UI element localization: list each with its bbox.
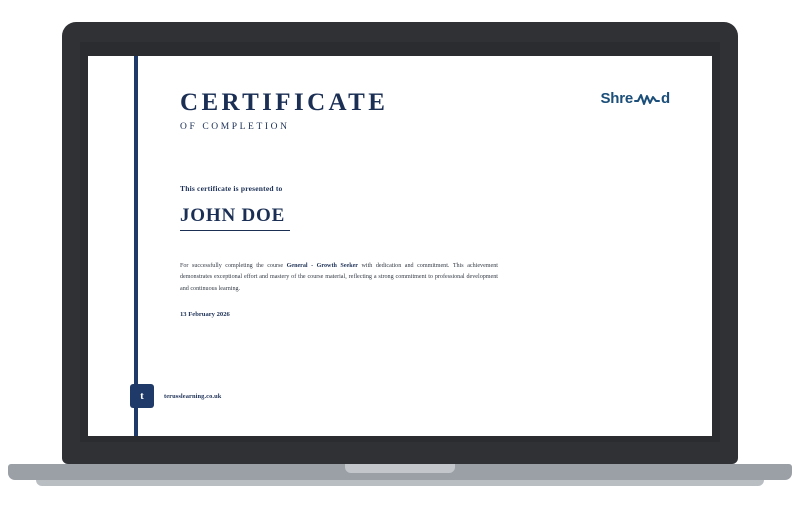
certificate-content [138,56,712,436]
screen-viewport [88,56,712,436]
organization-url: terusslearning.co.uk [164,392,222,400]
certificate-footer [130,384,221,408]
course-name: General - Growth Seeker [286,263,358,270]
body-prefix: For successfully completing the course [180,263,287,270]
certificate-body-text [180,261,498,295]
presented-to-label: This certificate is presented to [180,184,283,194]
recipient-name: JOHN DOE [180,205,286,227]
laptop-foot [36,480,764,486]
recipient-block [180,206,290,231]
body-suffix: with dedication and commitment. This achievement demonstrates exceptional effort and mastery of the course material, reflecting a strong commitment to professional development and continuous learning. [180,263,498,292]
recipient-underline [180,230,290,231]
shrewd-logo [600,90,670,107]
certificate-document [88,56,712,436]
certificate-title: CERTIFICATE [180,89,389,116]
brand-waveform-icon [634,92,660,106]
brand-text-suffix: d [661,90,670,107]
certificate-subtitle: OF COMPLETION [180,122,290,133]
certificate-heading-group [180,90,388,132]
laptop-trackpad-notch [345,464,455,473]
organization-badge-icon: t [130,384,154,408]
certificate-header [180,90,670,132]
certificate-date: 13 February 2026 [180,310,230,318]
brand-text-prefix: Shre [600,90,634,107]
